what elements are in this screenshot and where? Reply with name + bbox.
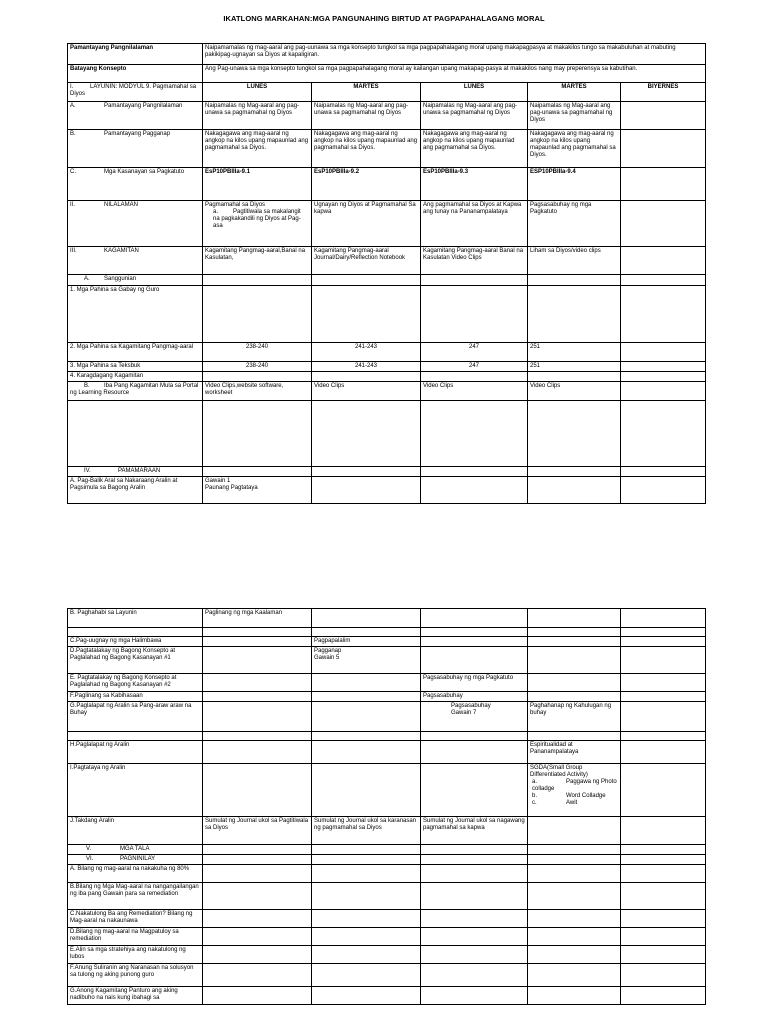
row-number: C. bbox=[70, 169, 76, 175]
row-number: I. bbox=[70, 84, 74, 90]
table-cell bbox=[312, 764, 421, 817]
table-cell bbox=[421, 964, 528, 987]
table-row bbox=[68, 817, 706, 845]
row-label: A. Pag-Balik Aral sa Nakaraang Aralin at Pagsimula sa Bagong Aralin bbox=[68, 477, 203, 504]
table-row bbox=[68, 247, 706, 275]
table-cell bbox=[528, 637, 621, 647]
table-row bbox=[68, 628, 706, 637]
table-cell bbox=[528, 286, 621, 343]
table-row bbox=[68, 44, 706, 65]
table-cell bbox=[528, 372, 621, 382]
table-cell bbox=[621, 910, 706, 928]
table-row bbox=[68, 362, 706, 372]
table-cell bbox=[312, 628, 421, 637]
table-cell bbox=[203, 741, 312, 764]
table-cell: Kagamitang Pangmag-aaral Journal/Dairy/Reflection Notebook bbox=[312, 247, 421, 275]
table-cell bbox=[203, 637, 312, 647]
row-number: III. bbox=[70, 248, 77, 254]
row-label: A. Bilang ng mag-aaral na nakakuha ng 80% bbox=[68, 865, 203, 883]
table-cell bbox=[528, 946, 621, 964]
table-cell bbox=[621, 467, 706, 477]
table-cell bbox=[421, 467, 528, 477]
table-cell: Sumulat ng Journal ukol sa karanasan ng pagmamahal sa Diyos bbox=[312, 817, 421, 845]
row-label-text: MGA TALA bbox=[120, 846, 150, 852]
table-cell bbox=[312, 692, 421, 702]
table-cell: Kagamitang Pangmag-aaral Banal na Kasulatan Video Clips bbox=[421, 247, 528, 275]
table-cell: 238-240 bbox=[203, 343, 312, 362]
lesson-plan-table-1 bbox=[67, 43, 706, 504]
table-header-row bbox=[68, 83, 706, 102]
table-cell bbox=[621, 732, 706, 741]
row-label: I.Pagtataya ng Aralin bbox=[68, 764, 203, 817]
table-cell bbox=[312, 883, 421, 910]
table-cell bbox=[528, 987, 621, 1005]
table-cell bbox=[421, 275, 528, 286]
sgda-heading: SGDA(Small Group Differentiated Activity) bbox=[530, 765, 588, 778]
table-cell bbox=[203, 928, 312, 946]
table-row bbox=[68, 845, 706, 855]
table-row bbox=[68, 401, 706, 467]
row-label-text: PAGNINILAY bbox=[120, 856, 156, 862]
table-cell bbox=[528, 628, 621, 637]
table-row bbox=[68, 343, 706, 362]
table-cell: EsP10PBIIIa-9.3 bbox=[421, 168, 528, 201]
table-cell bbox=[621, 362, 706, 372]
table-cell bbox=[203, 732, 312, 741]
table-cell bbox=[312, 372, 421, 382]
table-cell: Paghahanap ng Kahulugan ng buhay bbox=[528, 702, 621, 732]
table-cell bbox=[312, 928, 421, 946]
table-row bbox=[68, 467, 706, 477]
row-label-text: NILALAMAN bbox=[104, 202, 139, 208]
list-letter: a. bbox=[213, 209, 219, 215]
table-cell bbox=[621, 247, 706, 275]
table-cell bbox=[203, 910, 312, 928]
row-number: II. bbox=[70, 202, 76, 208]
row-number: B. bbox=[70, 131, 76, 137]
table-cell bbox=[312, 865, 421, 883]
table-row bbox=[68, 647, 706, 674]
table-cell bbox=[421, 609, 528, 628]
table-cell: 238-240 bbox=[203, 362, 312, 372]
table-cell bbox=[312, 477, 421, 504]
table-cell bbox=[203, 865, 312, 883]
table-cell bbox=[203, 964, 312, 987]
row-label-text: Pamantayang Pagganap bbox=[104, 131, 171, 137]
table-cell bbox=[312, 987, 421, 1005]
table-cell: Nakagagawa ang mag-aaral ng angkop na kilos upang mapaunlad ang pagmamahal sa Diyos. bbox=[312, 130, 421, 168]
row-label: G.Paglalapat ng Aralin sa Pang-araw araw na Buhay bbox=[68, 702, 203, 732]
list-letter: a. bbox=[532, 779, 538, 785]
table-cell: Video Clips bbox=[528, 382, 621, 401]
row-number: A. bbox=[84, 276, 90, 282]
table-cell: Paglinang ng mga Kaalaman bbox=[203, 609, 312, 628]
table-cell: Ang pagmamahal sa Diyos at Kapwa ang tunay na Pananampalataya bbox=[421, 201, 528, 247]
table-cell bbox=[312, 732, 421, 741]
table-cell: ESP10PBIIIa-9.4 bbox=[528, 168, 621, 201]
table-cell bbox=[312, 609, 421, 628]
day-header: MARTES bbox=[312, 83, 421, 102]
table-cell: Nakagagawa ang mag-aaral ng angkop na kilos upang mapaunlad ang pagmamahal sa Diyos. bbox=[421, 130, 528, 168]
row-label bbox=[68, 102, 203, 130]
table-cell bbox=[528, 928, 621, 946]
table-cell bbox=[421, 946, 528, 964]
table-cell bbox=[203, 946, 312, 964]
table-cell bbox=[621, 102, 706, 130]
table-cell bbox=[203, 628, 312, 637]
table-cell: Pagsasabuhay Gawain 7 bbox=[421, 702, 528, 732]
batayang-text: Ang Pag-unawa sa mga konsepto tungkol sa mga pagpapahalagang moral ay kailangan upang makapag-pasya at makakilos nang may preperensya sa kabutihan. bbox=[203, 65, 706, 83]
table-cell bbox=[312, 286, 421, 343]
table-cell bbox=[528, 817, 621, 845]
table-cell bbox=[203, 987, 312, 1005]
row-label bbox=[68, 382, 203, 401]
table-cell bbox=[421, 647, 528, 674]
row-label-text: Iba Pang Kagamitan Mula sa Portal ng Learning Resource bbox=[70, 383, 199, 396]
row-label: B. Paghahabi sa Layunin bbox=[68, 609, 203, 628]
table-cell bbox=[203, 275, 312, 286]
row-label: 4. Karagdagang Kagamitan bbox=[68, 372, 203, 382]
layunin-label: LAYUNIN: MODYUL 9. Pagmamahal sa Diyos bbox=[70, 84, 197, 97]
list-letter: b. bbox=[532, 793, 538, 799]
row-label-text: Sanggunian bbox=[104, 276, 137, 282]
pamantayan-label: Pamantayang Pangnilalaman bbox=[68, 44, 203, 65]
row-number: B. bbox=[84, 383, 90, 389]
list-item bbox=[530, 800, 618, 807]
table-cell bbox=[421, 883, 528, 910]
table-cell bbox=[203, 201, 312, 247]
table-cell bbox=[621, 168, 706, 201]
table-row bbox=[68, 65, 706, 83]
table-cell bbox=[421, 987, 528, 1005]
table-cell bbox=[203, 647, 312, 674]
table-cell bbox=[621, 946, 706, 964]
table-cell: Gawain 1 Paunang Pagtataya bbox=[203, 477, 312, 504]
list-text: Awit bbox=[566, 800, 578, 806]
row-label: D.Bilang ng mag-aaral na Magpatuloy sa remediation bbox=[68, 928, 203, 946]
pamantayan-text: Naipamamalas ng mag-aaral ang pag-uunawa sa mga konsepto tungkol sa mga pagpapahalagang moral upang makapagpasya at makakilos tungo sa makabuluhan at mabuting pakikipag-ugnayan sa Diyos at kapaligiran. bbox=[203, 44, 706, 65]
table-cell: Pagsasabuhay ng mga Pagkatuto bbox=[528, 201, 621, 247]
row-label: F.Paglinang sa Kabihasaan bbox=[68, 692, 203, 702]
table-cell bbox=[528, 910, 621, 928]
table-cell bbox=[203, 401, 312, 467]
table-cell: 241-243 bbox=[312, 343, 421, 362]
table-cell bbox=[528, 865, 621, 883]
list-text: Paggawa ng Photo colladge bbox=[532, 779, 617, 792]
table-cell bbox=[621, 201, 706, 247]
row-label: J.Takdang Aralin bbox=[68, 817, 203, 845]
table-row bbox=[68, 275, 706, 286]
table-cell bbox=[621, 764, 706, 817]
row-label-text: KAGAMITAN bbox=[104, 248, 139, 254]
row-number: VI. bbox=[86, 856, 94, 862]
row-number: IV. bbox=[84, 468, 91, 474]
row-label-text: Mga Kasanayan sa Pagkatuto bbox=[104, 169, 185, 175]
list-item bbox=[530, 793, 618, 800]
nilalaman-heading: Pagmamahal sa Diyos bbox=[205, 202, 266, 208]
table-cell bbox=[528, 275, 621, 286]
table-cell bbox=[312, 401, 421, 467]
table-cell bbox=[421, 286, 528, 343]
table-cell: 251 bbox=[528, 362, 621, 372]
table-row bbox=[68, 855, 706, 865]
table-cell bbox=[312, 275, 421, 286]
table-cell bbox=[528, 732, 621, 741]
table-cell: Nakagagawa ang mag-aaral ng angkop na kilos upang mapaunlad ang pagmamahal sa Diyos. bbox=[528, 130, 621, 168]
lesson-plan-table-2 bbox=[67, 608, 706, 1005]
table-cell bbox=[621, 817, 706, 845]
table-cell bbox=[421, 910, 528, 928]
table-cell bbox=[203, 692, 312, 702]
table-cell bbox=[421, 741, 528, 764]
table-cell bbox=[528, 647, 621, 674]
row-label: C.Nakatulong Ba ang Remediation? Bilang ng Mag-aaral na nakaunawa bbox=[68, 910, 203, 928]
table-cell bbox=[621, 477, 706, 504]
row-label bbox=[68, 201, 203, 247]
day-header: LUNES bbox=[421, 83, 528, 102]
table-cell bbox=[421, 628, 528, 637]
table-cell bbox=[621, 647, 706, 674]
table-cell bbox=[68, 401, 203, 467]
table-row bbox=[68, 732, 706, 741]
table-cell bbox=[621, 628, 706, 637]
day-header: BIYERNES bbox=[621, 83, 706, 102]
table-row bbox=[68, 883, 706, 910]
table-cell bbox=[421, 928, 528, 946]
table-cell bbox=[312, 946, 421, 964]
row-label bbox=[68, 855, 203, 865]
table-cell bbox=[421, 855, 528, 865]
table-cell: 247 bbox=[421, 343, 528, 362]
list-letter: c. bbox=[532, 800, 537, 806]
table-row bbox=[68, 372, 706, 382]
table-row bbox=[68, 286, 706, 343]
table-cell bbox=[312, 674, 421, 692]
table-cell bbox=[528, 609, 621, 628]
row-label bbox=[68, 247, 203, 275]
table-cell bbox=[621, 702, 706, 732]
table-cell bbox=[528, 467, 621, 477]
table-row bbox=[68, 741, 706, 764]
table-cell bbox=[203, 883, 312, 910]
table-cell bbox=[621, 372, 706, 382]
table-cell bbox=[203, 372, 312, 382]
table-cell bbox=[621, 845, 706, 855]
table-cell bbox=[312, 741, 421, 764]
layunin-header bbox=[68, 83, 203, 102]
table-cell bbox=[421, 764, 528, 817]
table-cell bbox=[312, 845, 421, 855]
table-cell bbox=[528, 674, 621, 692]
table-cell bbox=[621, 382, 706, 401]
table-cell: EsP10PBIIIa-9.1 bbox=[203, 168, 312, 201]
table-row bbox=[68, 201, 706, 247]
row-label: D.Pagtatalakay ng Bagong Konsepto at Paglalahad ng Bagong Kasanayan #1 bbox=[68, 647, 203, 674]
table-cell: Naipamalas ng Mag-aaral ang pag-unawa sa pagmamahal ng Diyos bbox=[203, 102, 312, 130]
row-label-text: PAMAMARAAN bbox=[118, 468, 161, 474]
row-label: 2. Mga Pahina sa Kagamitang Pangmag-aaral bbox=[68, 343, 203, 362]
row-label: 1. Mga Pahina sa Gabay ng Guro bbox=[68, 286, 203, 343]
table-cell bbox=[621, 674, 706, 692]
table-cell bbox=[621, 865, 706, 883]
row-label: B.Bilang ng Mga Mag-aaral na nangangailangan ng iba pang Gawain para sa remediation bbox=[68, 883, 203, 910]
table-cell: EsP10PBIIIa-9.2 bbox=[312, 168, 421, 201]
table-cell bbox=[621, 692, 706, 702]
table-cell bbox=[621, 609, 706, 628]
table-cell bbox=[203, 845, 312, 855]
table-cell bbox=[312, 467, 421, 477]
day-header: MARTES bbox=[528, 83, 621, 102]
table-cell bbox=[312, 964, 421, 987]
table-row bbox=[68, 692, 706, 702]
row-label: E. Pagtatalakay ng Bagong Konsepto at Paglalahad ng Bagong Kasanayan #2 bbox=[68, 674, 203, 692]
row-number: V. bbox=[86, 846, 92, 852]
table-cell: Video Clips bbox=[312, 382, 421, 401]
table-cell bbox=[528, 855, 621, 865]
table-cell: 241-243 bbox=[312, 362, 421, 372]
document-title: IKATLONG MARKAHAN:MGA PANGUNAHING BIRTUD AT PAGPAPAHALAGANG MORAL bbox=[223, 14, 545, 23]
table-cell bbox=[203, 467, 312, 477]
row-label: E.Alin sa mga stratehiya ang nakatulong ng lubos bbox=[68, 946, 203, 964]
table-cell: Naipamalas ng Mag-aaral ang pag-unawa sa pagmamahal ng Diyos bbox=[528, 102, 621, 130]
table-cell: Ugnayan ng Diyos at Pagmamahal Sa kapwa bbox=[312, 201, 421, 247]
list-text: Pagtitiwala sa makalangit na pagkakandili ng Diyos at Pag-asa bbox=[213, 209, 301, 229]
table-cell bbox=[621, 343, 706, 362]
table-cell bbox=[528, 964, 621, 987]
row-label bbox=[68, 275, 203, 286]
table-cell bbox=[203, 286, 312, 343]
table-cell bbox=[621, 637, 706, 647]
table-cell bbox=[421, 372, 528, 382]
table-row bbox=[68, 168, 706, 201]
row-label bbox=[68, 732, 203, 741]
table-row bbox=[68, 910, 706, 928]
table-row bbox=[68, 764, 706, 817]
table-cell bbox=[421, 865, 528, 883]
list-text: Word Colladge bbox=[566, 793, 606, 799]
batayang-label: Batayang Konsepto bbox=[68, 65, 203, 83]
table-cell: Pagganap Gawain 5 bbox=[312, 647, 421, 674]
table-cell: Nakagagawa ang mag-aaral ng angkop na kilos upang mapaunlad ang pagmamahal sa Diyos. bbox=[203, 130, 312, 168]
table-cell bbox=[621, 286, 706, 343]
table-row bbox=[68, 946, 706, 964]
table-cell bbox=[621, 883, 706, 910]
table-cell bbox=[621, 928, 706, 946]
row-label: H.Paglalapat ng Aralin bbox=[68, 741, 203, 764]
table-cell bbox=[421, 637, 528, 647]
table-cell: Naipamalas ng Mag-aaral ang pag-unawa sa pagmamahal ng Diyos bbox=[421, 102, 528, 130]
table-cell: Pagsasabuhay bbox=[421, 692, 528, 702]
row-label: C.Pag-uugnay ng mga Halimbawa bbox=[68, 637, 203, 647]
table-row bbox=[68, 382, 706, 401]
table-cell bbox=[621, 855, 706, 865]
table-cell: Pagpapalalim bbox=[312, 637, 421, 647]
table-row bbox=[68, 477, 706, 504]
table-cell: Sumulat ng Journal ukol sa Pagtitiwala sa Diyos bbox=[203, 817, 312, 845]
table-cell bbox=[621, 964, 706, 987]
row-label bbox=[68, 845, 203, 855]
table-cell bbox=[621, 130, 706, 168]
table-cell: Video Clips bbox=[421, 382, 528, 401]
table-cell: Sumulat ng Journal ukol sa nagawang pagmamahal sa kapwa bbox=[421, 817, 528, 845]
table-row bbox=[68, 964, 706, 987]
table-cell bbox=[528, 477, 621, 504]
table-cell bbox=[528, 401, 621, 467]
table-cell bbox=[203, 855, 312, 865]
row-label bbox=[68, 467, 203, 477]
table-cell: Kagamitang Pangmag-aaral,Banal na Kasulatan, bbox=[203, 247, 312, 275]
row-label: G.Anong Kagamitang Panturo ang aking nadibuho na nais kung ibahagi sa bbox=[68, 987, 203, 1005]
table-cell bbox=[421, 477, 528, 504]
row-label bbox=[68, 168, 203, 201]
table-cell bbox=[203, 674, 312, 692]
table-row bbox=[68, 637, 706, 647]
row-number: A. bbox=[70, 103, 76, 109]
table-row bbox=[68, 609, 706, 628]
row-label: 3. Mga Pahina sa Teksbuk bbox=[68, 362, 203, 372]
table-cell bbox=[312, 855, 421, 865]
table-cell: 251 bbox=[528, 343, 621, 362]
table-cell bbox=[621, 987, 706, 1005]
table-row bbox=[68, 865, 706, 883]
table-row bbox=[68, 987, 706, 1005]
table-cell bbox=[421, 401, 528, 467]
list-item bbox=[530, 779, 618, 793]
table-cell bbox=[421, 732, 528, 741]
table-cell bbox=[528, 845, 621, 855]
table-cell bbox=[312, 702, 421, 732]
table-cell bbox=[528, 883, 621, 910]
table-cell: Espiritualidad at Pananampalataya bbox=[528, 741, 621, 764]
table-cell bbox=[621, 275, 706, 286]
table-cell: 247 bbox=[421, 362, 528, 372]
table-row bbox=[68, 674, 706, 692]
table-row bbox=[68, 928, 706, 946]
day-header: LUNES bbox=[203, 83, 312, 102]
table-cell bbox=[312, 910, 421, 928]
table-cell bbox=[528, 764, 621, 817]
table-row bbox=[68, 702, 706, 732]
table-cell: Pagsasabuhay ng mga Pagkatuto bbox=[421, 674, 528, 692]
row-label bbox=[68, 628, 203, 637]
table-cell bbox=[528, 692, 621, 702]
table-cell: Video Clips,website software, worksheet bbox=[203, 382, 312, 401]
table-cell bbox=[421, 845, 528, 855]
table-cell: Naipamalas ng Mag-aaral ang pag-unawa sa pagmamahal ng Diyos bbox=[312, 102, 421, 130]
row-label: F.Anung Suliranin ang Naranasan na solusyon sa tulong ng aking punong guro bbox=[68, 964, 203, 987]
table-row bbox=[68, 102, 706, 130]
nilalaman-subitem bbox=[205, 209, 309, 230]
table-cell bbox=[203, 764, 312, 817]
row-label-text: Pamantayang Pangnilalaman bbox=[104, 103, 183, 109]
row-label bbox=[68, 130, 203, 168]
table-row bbox=[68, 130, 706, 168]
table-cell bbox=[203, 702, 312, 732]
table-cell bbox=[621, 741, 706, 764]
table-cell bbox=[621, 401, 706, 467]
table-cell: Liham sa Diyos/video clips bbox=[528, 247, 621, 275]
